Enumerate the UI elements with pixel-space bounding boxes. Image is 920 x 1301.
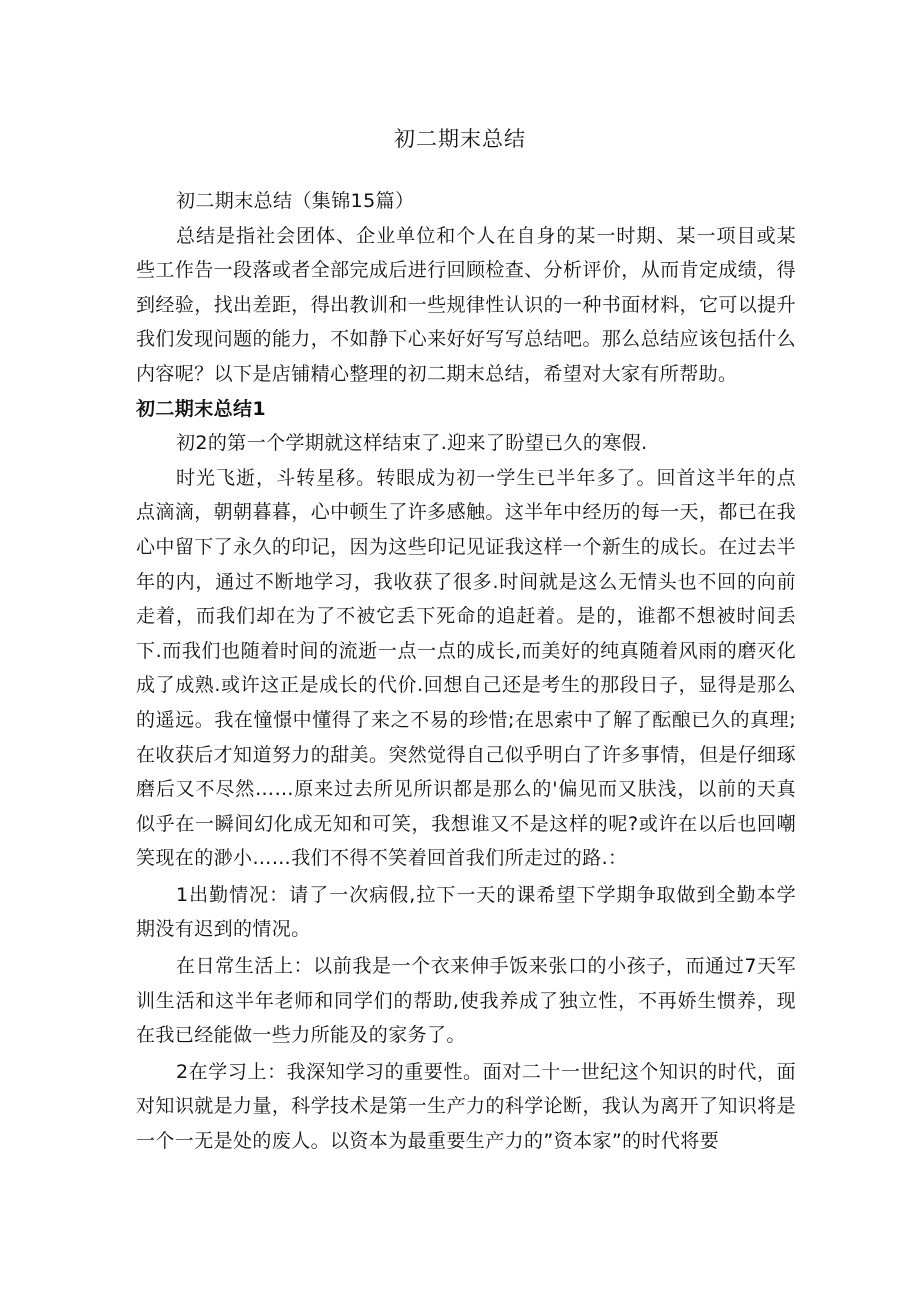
page-title: 初二期末总结 bbox=[394, 127, 526, 151]
body-paragraph: 1出勤情况：请了一次病假,拉下一天的课希望下学期争取做到全勤本学期没有迟到的情况。 bbox=[136, 883, 796, 941]
subtitle-paragraph: 初二期末总结（集锦15篇） bbox=[176, 190, 415, 212]
section-heading: 初二期末总结1 bbox=[136, 397, 267, 420]
body-paragraph: 初2的第一个学期就这样结束了.迎来了盼望已久的寒假. bbox=[176, 432, 648, 455]
document-body bbox=[136, 184, 796, 1159]
body-paragraph: 时光飞逝，斗转星移。转眼成为初一学生已半年多了。回首这半年的点点滴滴，朝朝暮暮，心中顿生了许多感触。这半年中经历的每一天，都已在我心中留下了永久的印记，因为这些印记见证我这样一个新生的成长。在过去半年的内，通过不断地学习，我收获了很多.时间就是这么无情头也不回的向前走着，而我们却在为了不被它丢下死命的追赶着。是的，谁都不想被时间丢下.而我们也随着时间的流逝一点一点的成长,而美好的纯真随着风雨的磨灭化成了成熟.或许这正是成长的代价.回想自己还是考生的那段日子，显得是那么的遥远。我在憧憬中懂得了来之不易的珍惜;在思索中了解了酝酿已久的真理;在收获后才知道努力的甜美。突然觉得自己似乎明白了许多事情，但是仔细琢磨后又不尽然……原来过去所见所识都是那么的'偏见而又肤浅，以前的天真似乎在一瞬间幻化成无知和可笑，我想谁又不是这样的呢?或许在以后也回嘲笑现在的渺小……我们不得不笑着回首我们所走过的路.： bbox=[136, 466, 796, 870]
intro-paragraph: 总结是指社会团体、企业单位和个人在自身的某一时期、某一项目或某些工作告一段落或者全部完成后进行回顾检查、分析评价，从而肯定成绩，得到经验，找出差距，得出教训和一些规律性认识的一种书面材料，它可以提升我们发现问题的能力，不如静下心来好好写写总结吧。那么总结应该包括什么内容呢？以下是店铺精心整理的初二期末总结，希望对大家有所帮助。 bbox=[136, 224, 796, 385]
body-paragraph: 2在学习上：我深知学习的重要性。面对二十一世纪这个知识的时代，面对知识就是力量，科学技术是第一生产力的科学论断，我认为离开了知识将是一个一无是处的废人。以资本为最重要生产力的”资本家”的时代将要 bbox=[136, 1060, 796, 1153]
body-paragraph: 在日常生活上：以前我是一个衣来伸手饭来张口的小孩子，而通过7天军训生活和这半年老师和同学们的帮助,使我养成了独立性，不再娇生惯养，现在我已经能做一些力所能及的家务了。 bbox=[136, 955, 796, 1047]
